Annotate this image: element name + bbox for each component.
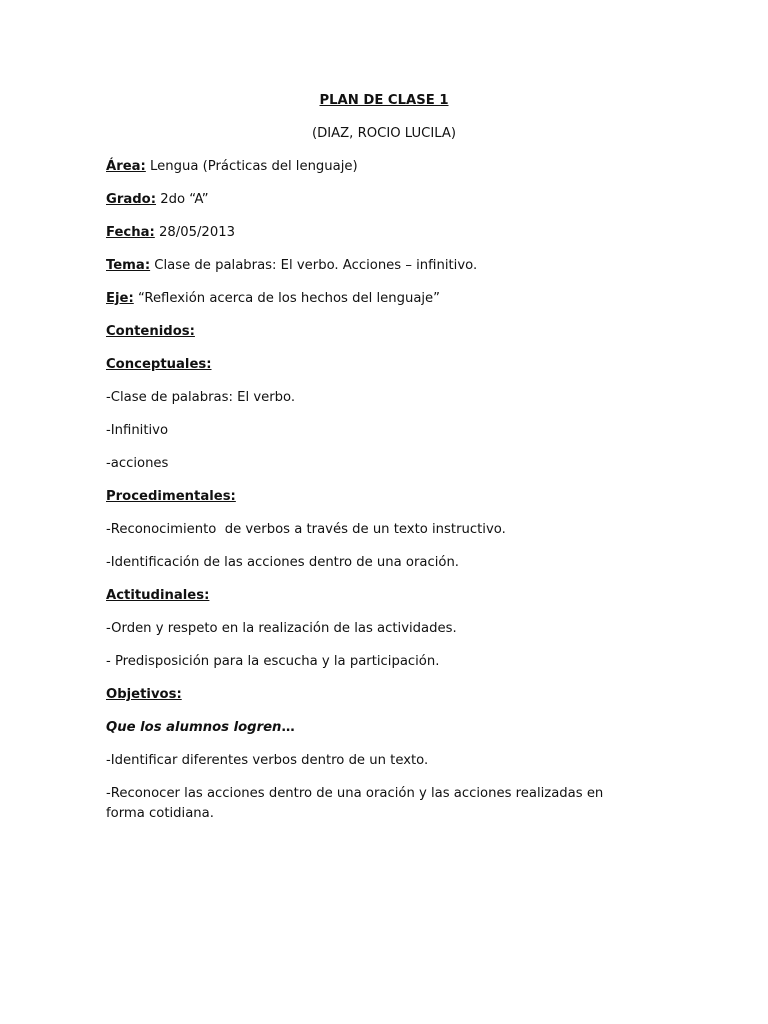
area-label: Área: [106,159,146,174]
list-item: - Predisposición para la escucha y la participación. [106,654,440,669]
list-item: -Reconocer las acciones dentro de una oración y las acciones realizadas en forma cotidiana. [106,786,604,821]
eje-line [106,289,646,309]
area-line [106,157,646,177]
fecha-line [106,223,646,243]
objetivos-intro-suffix: … [281,720,295,735]
area-value: Lengua (Prácticas del lenguaje) [145,159,358,174]
plan-title: PLAN DE CLASE 1 [319,93,449,108]
grado-label: Grado: [106,192,157,207]
tema-value: Clase de palabras: El verbo. Acciones – infinitivo. [150,258,478,273]
objetivos-heading: Objetivos: [106,687,182,702]
list-item: -Infinitivo [106,423,169,438]
grado-line [106,190,646,210]
grado-value: 2do “A” [156,192,209,207]
tema-label: Tema: [106,258,151,273]
author-line: (DIAZ, ROCIO LUCILA) [311,126,457,141]
eje-label: Eje: [106,291,134,306]
fecha-label: Fecha: [106,225,155,240]
actitudinales-heading: Actitudinales: [106,588,210,603]
list-item: -Reconocimiento de verbos a través de un texto instructivo. [106,522,506,537]
list-item: -acciones [106,456,169,471]
list-item: -Orden y respeto en la realización de las actividades. [106,621,457,636]
procedimentales-heading: Procedimentales: [106,489,236,504]
contenidos-heading: Contenidos: [106,324,195,339]
conceptuales-heading: Conceptuales: [106,357,212,372]
eje-value: “Reflexión acerca de los hechos del lenguaje” [133,291,441,306]
fecha-value: 28/05/2013 [154,225,235,240]
tema-line [106,256,646,276]
objetivos-intro [106,718,646,738]
document-title [0,91,768,111]
list-item: -Identificación de las acciones dentro de una oración. [106,555,460,570]
list-item: -Identificar diferentes verbos dentro de un texto. [106,753,429,768]
list-item: -Clase de palabras: El verbo. [106,390,296,405]
objetivos-intro-text: Que los alumnos logren [106,720,282,735]
